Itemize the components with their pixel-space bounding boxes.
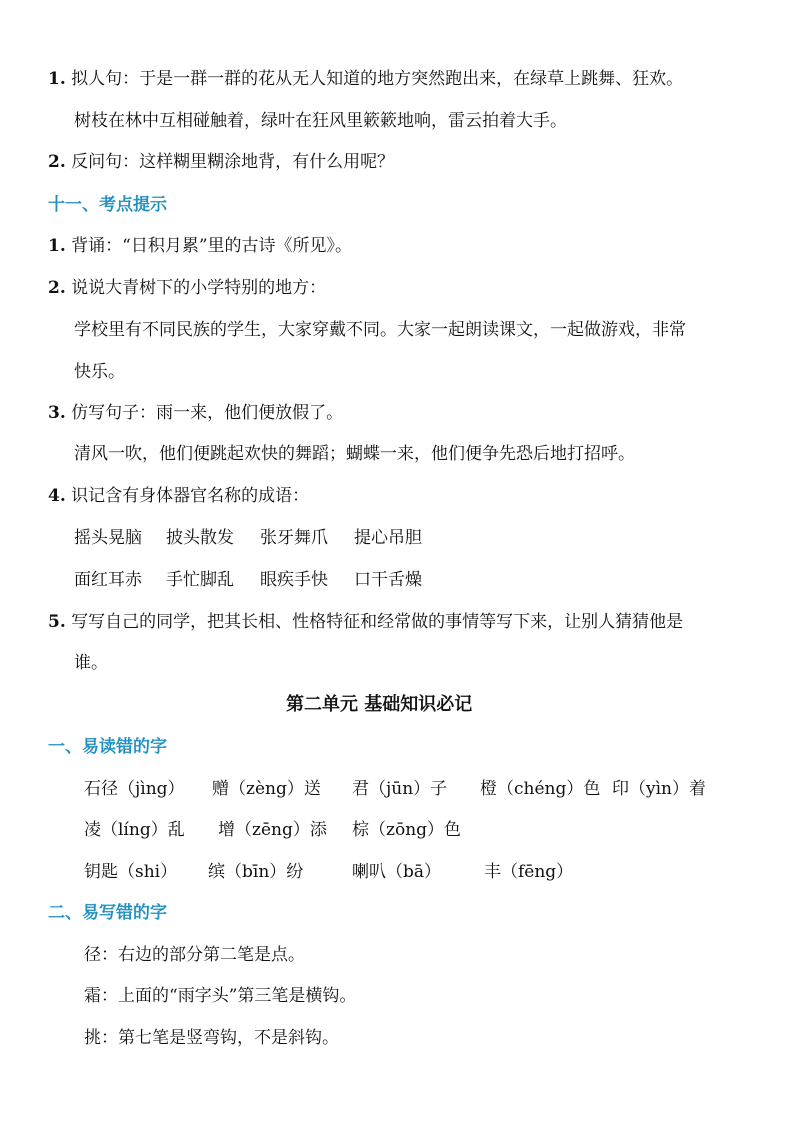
tip-3-line-2: 清风一吹，他们便跳起欢快的舞蹈；蝴蝶一来，他们便争先恐后地打招呼。 [74,444,635,464]
item-text: 识记含有身体器官名称的成语： [71,486,310,506]
item-1-line-1 [48,68,683,90]
tip-5-line-2: 谁。 [74,653,108,673]
item-text: 仿写句子：雨一来，他们便放假了。 [71,403,344,423]
tip-5 [48,611,683,633]
unit-title: 第二单元 基础知识必记 [286,694,473,715]
idiom: 口干舌燥 [354,570,422,590]
tip-2 [48,277,326,299]
item-text: 反问句：这样糊里糊涂地背，有什么用呢？ [71,152,395,172]
item-number: 2. [48,278,66,298]
section-heading-easy-misread: 一、易读错的字 [48,737,167,757]
item-text: 背诵：“日积月累”里的古诗《所见》。 [71,236,353,256]
tip-3 [48,402,343,424]
tip-1 [48,235,352,257]
section-heading-exam-tips: 十一、考点提示 [48,195,167,215]
char-note: 径：右边的部分第二笔是点。 [84,945,305,965]
item-number: 1. [48,236,66,256]
item-text: 写写自己的同学，把其长相、性格特征和经常做的事情等写下来，让别人猜猜他是 [71,612,684,632]
idiom: 手忙脚乱 [166,570,234,590]
pinyin-item: 丰（fēng） [484,862,574,882]
pinyin-item: 增（zēng）添 [218,820,327,840]
tip-2-line-3: 快乐。 [74,362,125,382]
item-number: 3. [48,403,66,423]
item-number: 2. [48,152,66,172]
idiom: 眼疾手快 [260,570,328,590]
pinyin-item: 凌（líng）乱 [84,820,185,840]
item-2 [48,151,394,173]
pinyin-item: 橙（chéng）色 [480,779,601,799]
item-text: 拟人句：于是一群一群的花从无人知道的地方突然跑出来，在绿草上跳舞、狂欢。 [71,69,684,89]
idiom: 披头散发 [166,528,234,548]
char-note: 霜：上面的“雨字头”第三笔是横钩。 [84,986,357,1006]
tip-2-line-2: 学校里有不同民族的学生，大家穿戴不同。大家一起朗读课文，一起做游戏，非常 [74,320,686,340]
pinyin-item: 石径（jìng） [84,779,185,799]
item-1-line-2: 树枝在林中互相碰触着，绿叶在狂风里簌簌地响，雷云拍着大手。 [74,111,567,131]
idiom: 面红耳赤 [74,570,142,590]
pinyin-item: 君（jūn）子 [352,779,448,799]
item-text: 说说大青树下的小学特别的地方： [71,278,327,298]
idiom: 摇头晃脑 [74,528,142,548]
item-number: 4. [48,486,66,506]
tip-4 [48,485,309,507]
idiom: 提心吊胆 [354,528,422,548]
pinyin-item: 缤（bīn）纷 [208,862,304,882]
pinyin-item: 棕（zōng）色 [352,820,462,840]
idiom: 张牙舞爪 [260,528,328,548]
item-number: 5. [48,612,66,632]
pinyin-item: 赠（zèng）送 [212,779,321,799]
section-heading-easy-miswritten: 二、易写错的字 [48,903,167,923]
pinyin-item: 喇叭（bā） [352,862,442,882]
item-number: 1. [48,69,66,89]
pinyin-item: 钥匙（shi） [84,862,178,882]
pinyin-item: 印（yìn）着 [612,779,706,799]
char-note: 挑：第七笔是竖弯钩，不是斜钩。 [84,1028,339,1048]
